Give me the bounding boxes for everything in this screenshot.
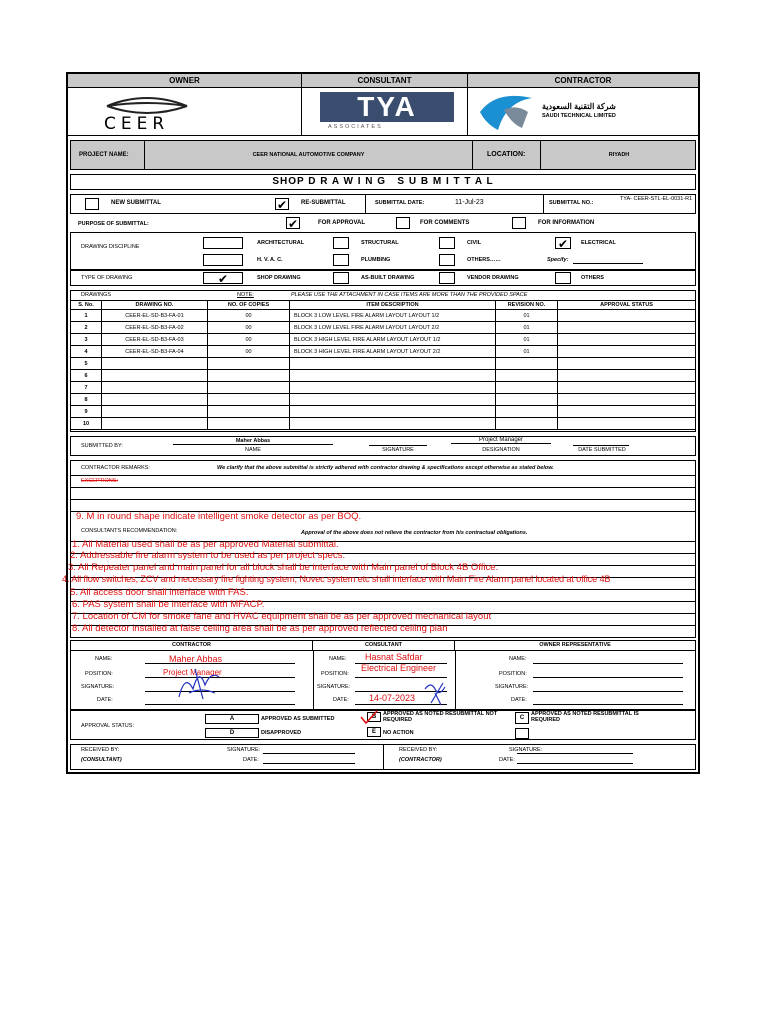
received-consultant-caption: (CONSULTANT)	[81, 757, 122, 763]
comment-line: 1. All Material used shall be as per approved Material submittal.	[72, 539, 339, 550]
table-cell-copies	[207, 406, 289, 417]
architectural-checkbox[interactable]	[203, 237, 243, 249]
owner-position-label: POSITION:	[499, 671, 527, 677]
table-cell-sno: 2	[84, 324, 88, 331]
table-cell-rev	[495, 370, 557, 381]
contractor-remarks-row	[70, 460, 696, 476]
status-c-text: APPROVED AS NOTED RESUBMITTAL IS REQUIRED	[531, 711, 639, 723]
table-row	[71, 394, 695, 406]
submitted-signature-input[interactable]	[369, 445, 427, 446]
owner-signature-label: SIGNATURE:	[495, 684, 529, 690]
electrical-label: ELECTRICAL	[581, 240, 616, 246]
column-header: NO. OF COPIES	[207, 301, 289, 309]
table-cell-desc	[289, 406, 495, 417]
received-contractor-signature-label: SIGNATURE:	[509, 747, 543, 753]
table-cell-copies: 00	[207, 322, 289, 333]
table-cell-rev: 01	[495, 346, 557, 357]
status-b-box[interactable]: B	[367, 712, 381, 722]
table-cell-status	[557, 334, 695, 345]
contractor-date-label: DATE:	[97, 697, 113, 703]
table-row	[71, 334, 695, 346]
tya-logo-text: TYA	[320, 92, 454, 122]
table-cell-status	[557, 382, 695, 393]
owner-name-label: NAME:	[509, 656, 527, 662]
status-b-check-icon	[359, 709, 379, 725]
consultant-signature-icon	[421, 677, 451, 707]
table-cell-desc: BLOCK 3 LOW LEVEL FIRE ALARM LAYOUT LAYOUT 2/2	[289, 322, 495, 333]
table-cell-sno: 5	[84, 360, 88, 367]
table-cell-dwg	[101, 394, 207, 405]
received-contractor-date-label: DATE:	[499, 757, 515, 763]
received-consultant-signature-label: SIGNATURE:	[227, 747, 261, 753]
table-cell-dwg	[101, 382, 207, 393]
comment-line: 4. All flow switches, ZCV and necessary fire fighting system, Novec system etc shall interface with Main Fire Alarm panel located at office 4B	[62, 574, 611, 584]
stl-logo-arabic: شركة التقنية السعودية	[542, 102, 616, 111]
location-label: LOCATION:	[473, 141, 541, 169]
consultant-signature-label: SIGNATURE:	[317, 684, 351, 690]
tya-logo-sub: ASSOCIATES	[328, 124, 383, 130]
table-cell-dwg: CEER-EL-SD-B3-FA-04	[101, 346, 207, 357]
table-cell-rev	[495, 382, 557, 393]
table-cell-desc	[289, 358, 495, 369]
table-cell-desc	[289, 382, 495, 393]
table-cell-copies: 00	[207, 334, 289, 345]
table-cell-rev: 01	[495, 310, 557, 321]
contractor-name-handwritten: Maher Abbas	[169, 654, 223, 664]
table-cell-desc: BLOCK 3 LOW LEVEL FIRE ALARM LAYOUT LAYOUT 1/2	[289, 310, 495, 321]
shop-drawing-label: SHOP DRAWING	[257, 275, 301, 281]
specify-input[interactable]	[573, 263, 643, 264]
new-submittal-checkbox[interactable]	[85, 198, 99, 210]
for-information-label: FOR INFORMATION	[538, 220, 595, 226]
new-submittal-label: NEW SUBMITTAL	[111, 200, 161, 206]
stl-logo-english: SAUDI TECHNICAL LIMITED	[542, 113, 616, 119]
submittal-date-label: SUBMITTAL DATE:	[375, 200, 425, 206]
owner-logo-cell	[68, 88, 302, 136]
contractor-name-label: NAME:	[95, 656, 113, 662]
table-cell-sno: 7	[84, 384, 88, 391]
drawings-label: DRAWINGS	[81, 292, 112, 298]
table-row	[71, 322, 695, 334]
signoff-table	[70, 640, 696, 710]
table-row	[71, 406, 695, 418]
column-header: REVISION NO.	[495, 301, 557, 309]
contractor-header: CONTRACTOR	[468, 74, 698, 88]
others-type-checkbox[interactable]	[555, 272, 571, 284]
submittal-date-value: 11-Jul-23	[455, 199, 484, 206]
consultant-date-handwritten: 14-07-2023	[369, 693, 416, 703]
specify-label: Specify:	[547, 257, 569, 263]
ceer-logo-text: CEER	[104, 114, 170, 134]
table-row	[71, 370, 695, 382]
table-cell-status	[557, 418, 695, 429]
submitted-signature-caption: SIGNATURE	[382, 447, 414, 453]
project-name-value: CEER NATIONAL AUTOMOTIVE COMPANY	[145, 141, 473, 169]
column-header: DRAWING NO.	[101, 301, 207, 309]
status-blank-box[interactable]	[515, 728, 529, 739]
architectural-label: ARCHITECTURAL	[257, 240, 305, 246]
received-consultant-date-input[interactable]	[263, 763, 355, 764]
signoff-consultant-header: CONSULTANT	[313, 641, 455, 651]
recommendation-label: CONSULTANTS RECOMMENDATION:	[81, 528, 178, 534]
submittal-form	[66, 72, 700, 774]
table-cell-status	[557, 358, 695, 369]
table-cell-rev	[495, 358, 557, 369]
stl-logo-icon	[476, 90, 536, 134]
table-cell-dwg: CEER-EL-SD-B3-FA-02	[101, 322, 207, 333]
table-cell-copies	[207, 382, 289, 393]
submitted-date-input[interactable]	[573, 445, 629, 446]
submitted-designation-value: Project Manager	[451, 437, 551, 444]
page-title: SHOP D R A W I N G S U B M I T T A L	[70, 174, 696, 190]
comment-line: 3. All Repeater panel and main panel for all block shall be interface with Main panel of Block 4B Office.	[68, 562, 499, 573]
contractor-remarks-text: We clarify that the above submittal is strictly adhered with contractor drawing & specifications except otherwise as stated below.	[217, 465, 554, 471]
table-cell-sno: 9	[84, 408, 88, 415]
received-by-consultant-label: RECEIVED BY:	[81, 747, 120, 753]
contractor-logo-cell	[468, 88, 698, 136]
table-cell-status	[557, 406, 695, 417]
recommendation-note: Approval of the above does not relieve the contractor from his contractual obligations.	[301, 530, 528, 536]
others-discipline-checkbox[interactable]	[439, 254, 455, 266]
table-cell-status	[557, 370, 695, 381]
received-contractor-signature-input[interactable]	[517, 753, 633, 754]
table-cell-sno: 4	[84, 348, 88, 355]
plumbing-checkbox[interactable]	[333, 254, 349, 266]
approval-status-row	[70, 710, 696, 740]
table-cell-dwg	[101, 418, 207, 429]
ceer-logo-icon	[102, 96, 192, 116]
consultant-position-handwritten: Electrical Engineer	[361, 663, 437, 673]
project-row	[70, 140, 696, 170]
for-comments-label: FOR COMMENTS	[420, 220, 470, 226]
table-cell-desc	[289, 418, 495, 429]
others-type-label: OTHERS	[581, 275, 604, 281]
table-cell-copies	[207, 358, 289, 369]
location-value: RIYADH	[608, 152, 630, 158]
column-header: APPROVAL STATUS	[557, 301, 695, 309]
purpose-label: PURPOSE OF SUBMITTAL:	[78, 221, 149, 227]
table-cell-dwg: CEER-EL-SD-B3-FA-01	[101, 310, 207, 321]
comment-line: 5. All access door shall interface with FAS.	[70, 587, 249, 598]
table-cell-rev	[495, 394, 557, 405]
project-name-label: PROJECT NAME:	[71, 141, 145, 169]
status-a-box[interactable]: A	[205, 714, 259, 724]
table-cell-status	[557, 346, 695, 357]
table-cell-dwg	[101, 370, 207, 381]
owner-header: OWNER	[68, 74, 302, 88]
table-cell-copies	[207, 370, 289, 381]
drawings-grid	[71, 300, 695, 432]
comment-line: 6. PAS system shall be interface with MFACP.	[72, 599, 265, 610]
table-cell-sno: 6	[84, 372, 88, 379]
table-cell-desc: BLOCK 3 HIGH LEVEL FIRE ALARM LAYOUT LAYOUT 2/2	[289, 346, 495, 357]
contractor-position-label: POSITION:	[85, 671, 113, 677]
submitted-date-caption: DATE SUBMITTED	[578, 447, 626, 453]
submitted-name-caption: NAME	[245, 447, 261, 453]
drawing-type-label: TYPE OF DRAWING	[81, 275, 133, 281]
for-approval-label: FOR APPROVAL	[318, 220, 366, 226]
status-e-box[interactable]: E	[367, 727, 381, 737]
discipline-section	[70, 232, 696, 270]
resubmittal-checkbox[interactable]: ✔	[276, 198, 288, 212]
table-cell-status	[557, 310, 695, 321]
table-cell-desc	[289, 394, 495, 405]
discipline-label: DRAWING DISCIPLINE	[81, 244, 140, 250]
status-b-text: APPROVED AS NOTED RESUBMITTAL NOT REQUIRED	[383, 711, 498, 723]
asbuilt-checkbox[interactable]	[333, 272, 349, 284]
status-c-box[interactable]: C	[515, 712, 529, 724]
asbuilt-label: AS-BUILT DRAWING	[361, 275, 415, 281]
hvac-checkbox[interactable]	[203, 254, 243, 266]
others-discipline-label: OTHERS……	[467, 257, 501, 263]
structural-label: STRUCTURAL	[361, 240, 399, 246]
for-information-checkbox[interactable]	[512, 217, 526, 229]
received-row	[70, 744, 696, 770]
column-header: ITEM DESCRIPTION	[289, 301, 495, 309]
status-a-text: APPROVED AS SUBMITTED	[261, 716, 335, 722]
approval-status-label: APPROVAL STATUS:	[81, 723, 134, 729]
signoff-contractor-header: CONTRACTOR	[71, 641, 313, 651]
vendor-label: VENDOR DRAWING	[467, 275, 519, 281]
table-row	[71, 346, 695, 358]
consultant-position-label: POSITION:	[321, 671, 349, 677]
submitted-by-label: SUBMITTED BY:	[81, 443, 123, 449]
note-label: NOTE:	[237, 292, 254, 298]
shop-drawing-checkbox[interactable]: ✔	[203, 272, 243, 284]
table-row	[71, 382, 695, 394]
consultant-header: CONSULTANT	[302, 74, 468, 88]
comment-line: 9. M in round shape indicate intelligent smoke detector as per BOQ.	[76, 511, 362, 522]
comment-line: 7. Location of CM for smoke fane and HVAC equipment shall be as per approved mechanical layout	[72, 611, 492, 622]
consultant-date-label: DATE:	[333, 697, 349, 703]
contractor-signature-label: SIGNATURE:	[81, 684, 115, 690]
exceptions-label: EXCEPTIONS:	[81, 478, 118, 484]
table-cell-sno: 10	[82, 420, 90, 427]
structural-checkbox[interactable]	[333, 237, 349, 249]
consultant-name-label: NAME:	[329, 656, 347, 662]
owner-date-label: DATE:	[511, 697, 527, 703]
table-cell-status	[557, 322, 695, 333]
received-consultant-signature-input[interactable]	[263, 753, 355, 754]
for-approval-checkbox[interactable]: ✔	[287, 217, 299, 231]
submitted-by-row	[70, 436, 696, 456]
civil-checkbox[interactable]	[439, 237, 455, 249]
note-text: PLEASE USE THE ATTACHMENT IN CASE ITEMS ARE MORE THAN THE PROVIDED SPACE	[291, 292, 528, 298]
table-row	[71, 358, 695, 370]
received-consultant-date-label: DATE:	[243, 757, 259, 763]
vendor-checkbox[interactable]	[439, 272, 455, 284]
status-d-box[interactable]: D	[205, 728, 259, 738]
electrical-checkbox[interactable]: ✔	[555, 237, 571, 249]
table-cell-dwg	[101, 406, 207, 417]
for-comments-checkbox[interactable]	[396, 217, 410, 229]
table-row	[71, 418, 695, 430]
resubmittal-label: RE-SUBMITTAL	[301, 200, 346, 206]
comment-line: 8. All detector installed at false ceiling area shall be as per approved reflected ceiling plan	[72, 623, 448, 634]
column-header: S. No.	[78, 302, 94, 308]
received-contractor-caption: (CONTRACTOR)	[399, 757, 442, 763]
drawings-header-row	[71, 300, 695, 310]
table-cell-rev: 01	[495, 322, 557, 333]
received-contractor-date-input[interactable]	[517, 763, 633, 764]
plumbing-label: PLUMBING	[361, 257, 391, 263]
table-cell-sno: 8	[84, 396, 88, 403]
submitted-designation-caption: DESIGNATION	[482, 447, 520, 453]
comment-line: 2. Addressable fire alarm system to be used as per project specs.	[70, 550, 346, 561]
blank-row-1	[70, 488, 696, 500]
table-cell-dwg	[101, 358, 207, 369]
exceptions-row	[70, 476, 696, 488]
drawings-table	[70, 290, 696, 432]
status-e-text: NO ACTION	[383, 730, 414, 736]
submittal-no-value: TYA- CEER-STL-EL-0031-R1	[619, 196, 693, 202]
hvac-label: H. V. A. C.	[257, 257, 283, 263]
consultant-name-handwritten: Hasnat Safdar	[365, 652, 423, 662]
table-cell-rev	[495, 418, 557, 429]
table-cell-rev	[495, 406, 557, 417]
civil-label: CIVIL	[467, 240, 482, 246]
table-cell-status	[557, 394, 695, 405]
table-cell-desc: BLOCK 3 HIGH LEVEL FIRE ALARM LAYOUT LAYOUT 1/2	[289, 334, 495, 345]
table-cell-copies	[207, 394, 289, 405]
signoff-owner-header: OWNER REPRESENTATIVE	[455, 641, 695, 651]
submitted-name-value: Maher Abbas	[173, 438, 333, 445]
consultant-logo-cell	[302, 88, 468, 136]
status-d-text: DISAPPROVED	[261, 730, 302, 736]
table-cell-copies: 00	[207, 310, 289, 321]
contractor-signature-icon	[175, 663, 225, 703]
contractor-remarks-label: CONTRACTOR REMARKS:	[81, 465, 150, 471]
received-by-contractor-label: RECEIVED BY:	[399, 747, 438, 753]
table-row	[71, 310, 695, 322]
drawing-type-section	[70, 270, 696, 286]
table-cell-dwg: CEER-EL-SD-B3-FA-03	[101, 334, 207, 345]
table-cell-sno: 1	[84, 312, 88, 319]
contractor-position-handwritten: Project Manager	[163, 668, 222, 677]
table-cell-rev: 01	[495, 334, 557, 345]
table-cell-sno: 3	[84, 336, 88, 343]
table-cell-copies	[207, 418, 289, 429]
table-cell-desc	[289, 370, 495, 381]
submittal-no-label: SUBMITTAL NO.:	[549, 200, 594, 206]
submittal-row	[70, 194, 696, 214]
table-cell-copies: 00	[207, 346, 289, 357]
